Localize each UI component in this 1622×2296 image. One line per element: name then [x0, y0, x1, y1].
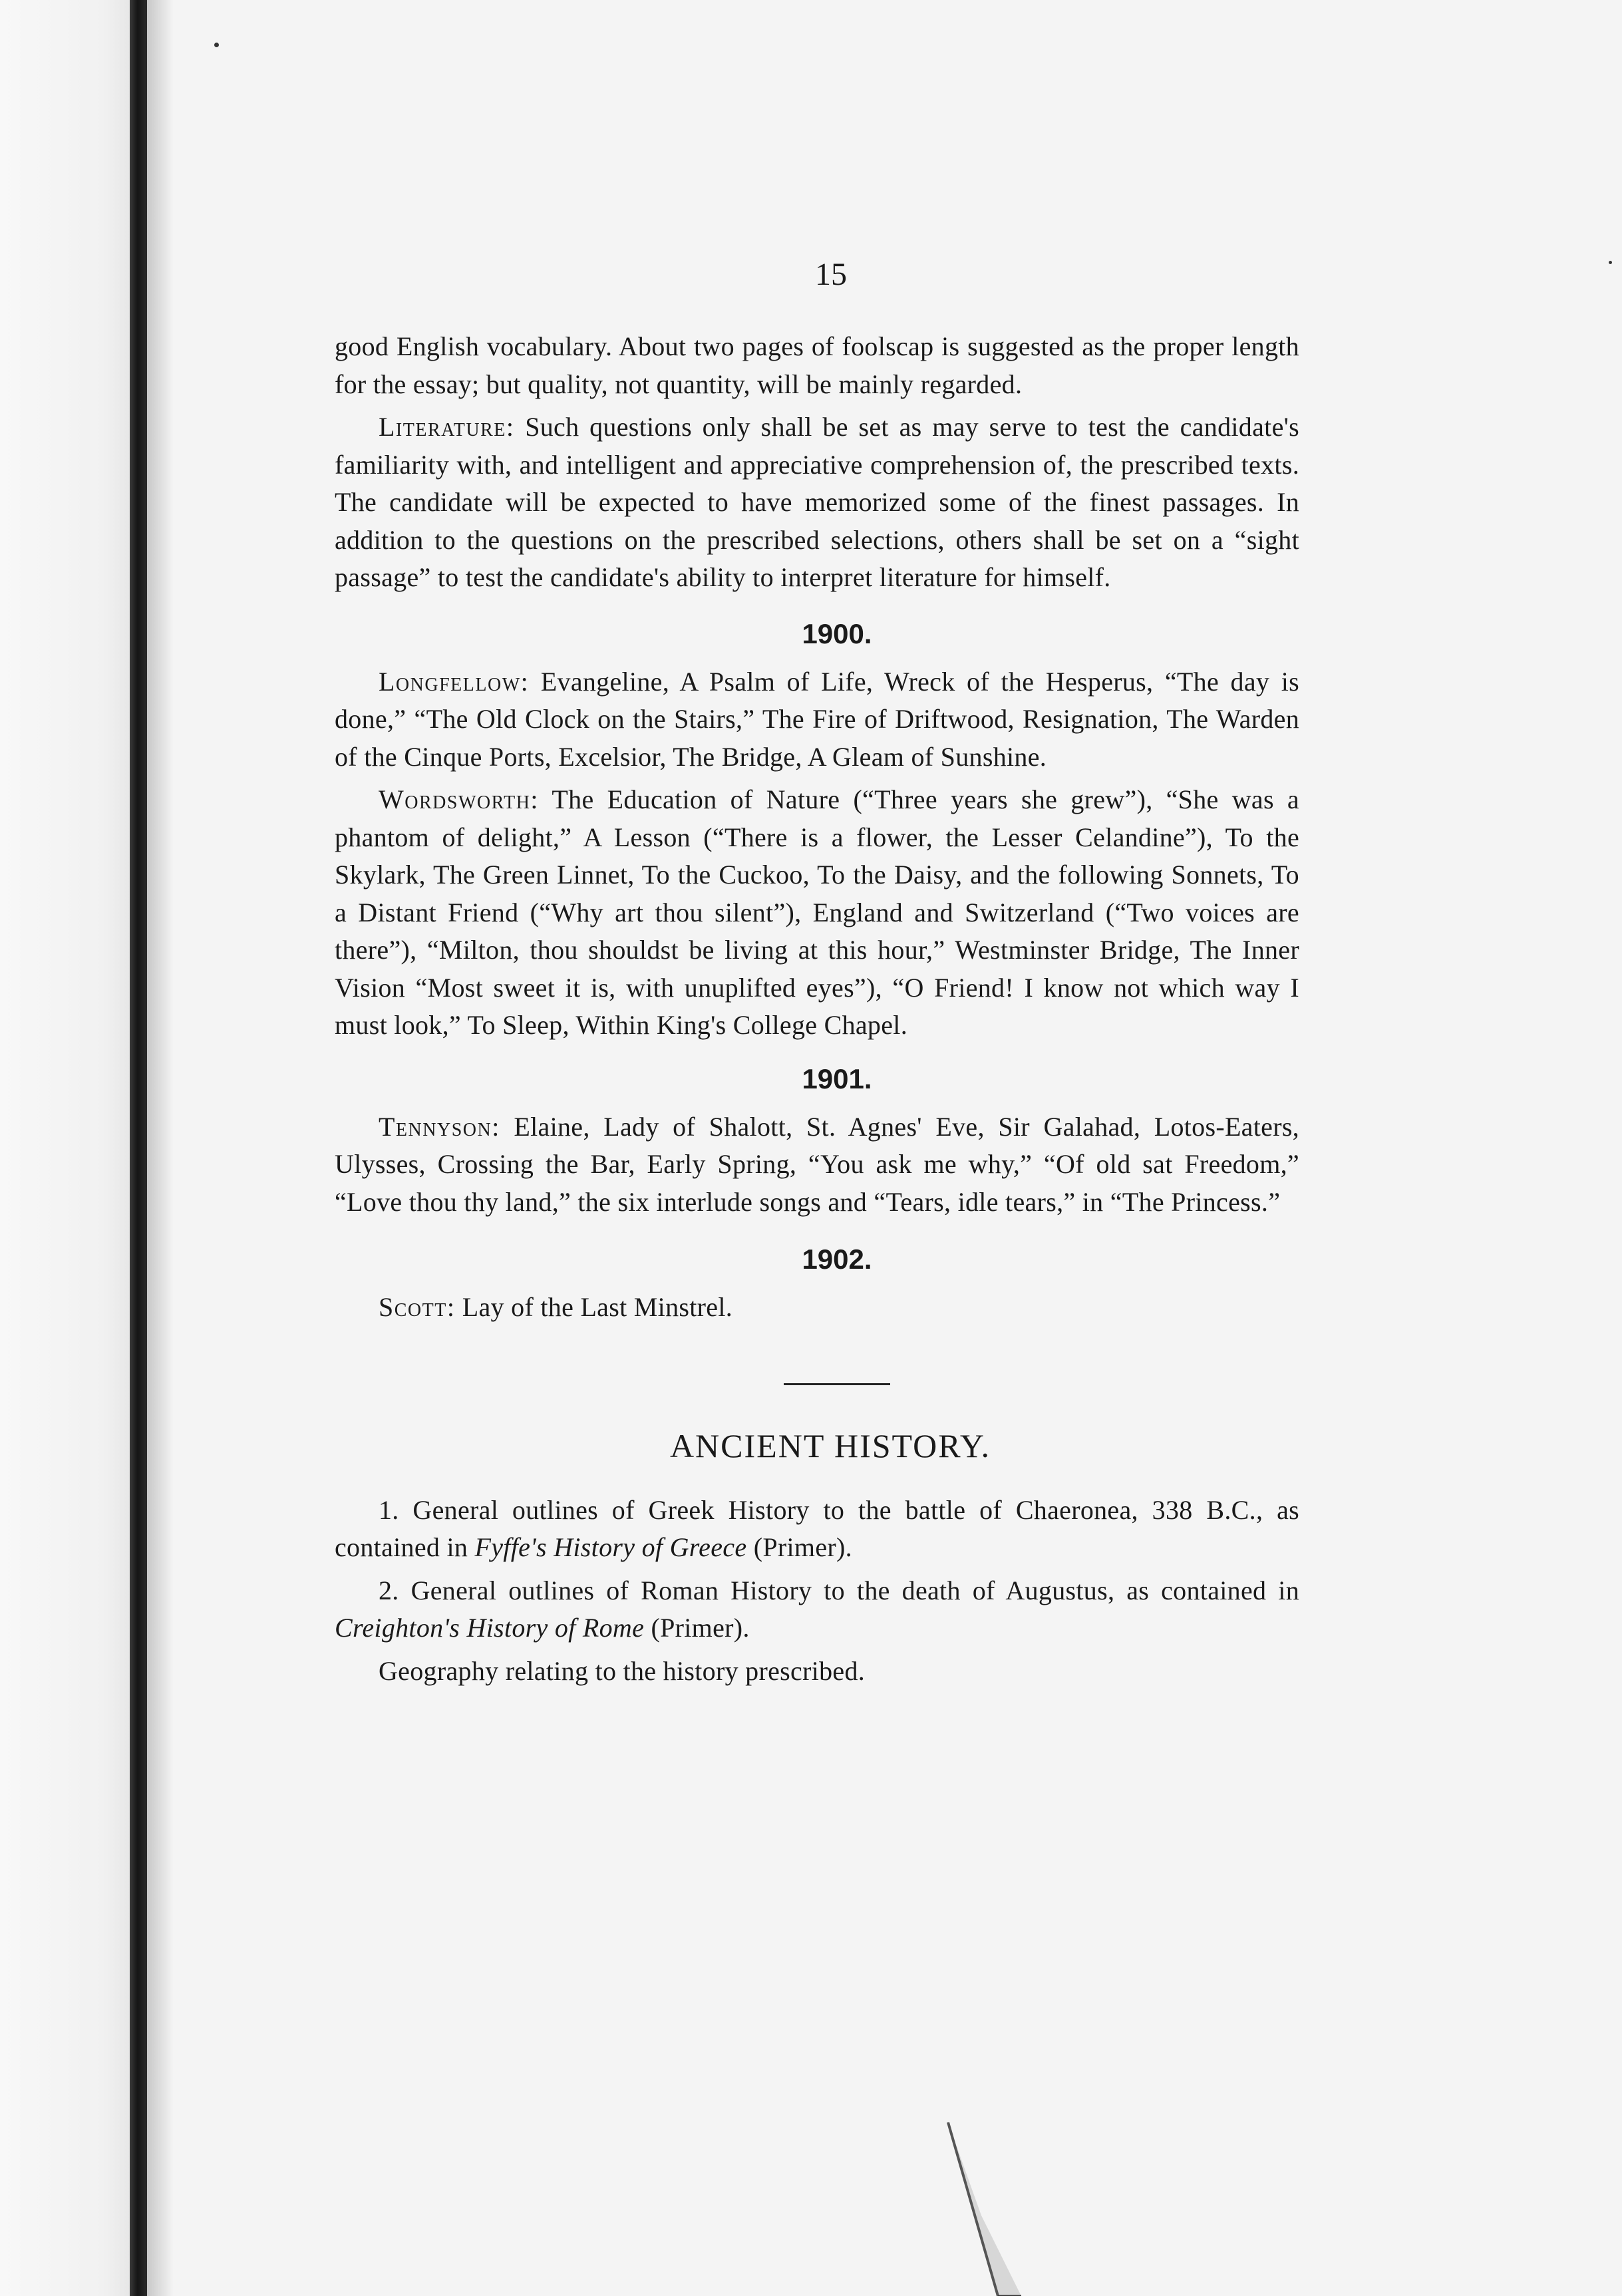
tennyson-label: Tennyson:: [379, 1111, 500, 1142]
literature-text: Such questions only shall be set as may serve to test the candidate's familiarity with, and intelligent and appreciative comprehension of, the prescribed texts. The candidate will be expected to have memorized some of the finest passages. In addition to the questions on the prescribed selections, others shall be set on a “sight passage” to test the candidate's ability to interpret literature for himself.: [335, 412, 1299, 592]
page-number: 15: [815, 257, 847, 292]
scott-text: Lay of the Last Minstrel.: [455, 1292, 733, 1322]
item2-book-title: Creighton's History of Rome: [335, 1613, 645, 1643]
year-heading-1902: 1902.: [802, 1243, 872, 1275]
item2-suffix: (Primer).: [644, 1613, 750, 1643]
gutter-shade: [147, 0, 174, 2296]
year-heading-1900: 1900.: [802, 617, 872, 649]
item1-suffix: (Primer).: [746, 1532, 852, 1562]
scott-paragraph: [335, 1289, 1299, 1327]
wordsworth-paragraph: [335, 781, 1299, 1045]
tennyson-text: Elaine, Lady of Shalott, St. Agnes' Eve, Sir Galahad, Lotos-Eaters, Ulysses, Crossing the Bar, Early Spring, “You ask me why,” “Of old sat Freedom,” “Love thou thy land,” the six interlude songs and “Tears, idle tears,” in “The Princess.”: [335, 1111, 1299, 1217]
item1-book-title: Fyffe's History of Greece: [474, 1532, 747, 1562]
longfellow-text: Evangeline, A Psalm of Life, Wreck of the Hesperus, “The day is done,” “The Old Clock on the Stairs,” The Fire of Driftwood, Resignation, The Warden of the Cinque Ports, Excelsior, The Bridge, A Gleam of Sunshine.: [335, 666, 1299, 772]
scott-label: Scott:: [379, 1292, 456, 1322]
longfellow-label: Longfellow:: [379, 666, 530, 697]
literature-label: Literature:: [379, 412, 515, 442]
longfellow-paragraph: [335, 663, 1299, 776]
year-heading-1901: 1901.: [802, 1063, 872, 1094]
tennyson-paragraph: [335, 1108, 1299, 1222]
literature-paragraph: [335, 409, 1299, 597]
facing-page-edge: [0, 0, 130, 2296]
binding-shadow: [130, 0, 147, 2296]
geography-note: Geography relating to the history prescribed.: [379, 1655, 866, 1686]
section-divider: [784, 1383, 890, 1385]
ancient-history-item-2: [335, 1572, 1299, 1647]
dust-speck: [214, 43, 219, 47]
wordsworth-text: The Education of Nature (“Three years she grew”), “She was a phantom of delight,” A Lesson (“There is a flower, the Lesser Celandine”), To the Skylark, The Green Linnet, To the Cuckoo, To the Daisy, and the following Sonnets, To a Distant Friend (“Why art thou silent”), England and Switzerland (“Two voices are there”), “Milton, thou shouldst be living at this hour,” Westminster Bridge, The Inner Vision “Most sweet it is, with unuplifted eyes”), “O Friend! I know not which way I must look,” To Sleep, Within King's College Chapel.: [335, 784, 1299, 1040]
page-body: [335, 328, 1299, 1695]
continued-paragraph: good English vocabulary. About two pages of foolscap is suggested as the proper length for the essay; but quality, not quantity, will be mainly regarded.: [335, 331, 1299, 399]
page-fold-mark: [935, 2122, 1035, 2296]
ancient-history-item-1: [335, 1492, 1299, 1567]
wordsworth-label: Wordsworth:: [379, 784, 540, 814]
ancient-history-title: ANCIENT HISTORY.: [669, 1426, 991, 1464]
item2-text: 2. General outlines of Roman History to the death of Augustus, as contained in: [379, 1575, 1299, 1605]
item1-text: 1. General outlines of Greek History to the battle of Chaeronea, 338 B.C., as contained in: [335, 1494, 1299, 1562]
